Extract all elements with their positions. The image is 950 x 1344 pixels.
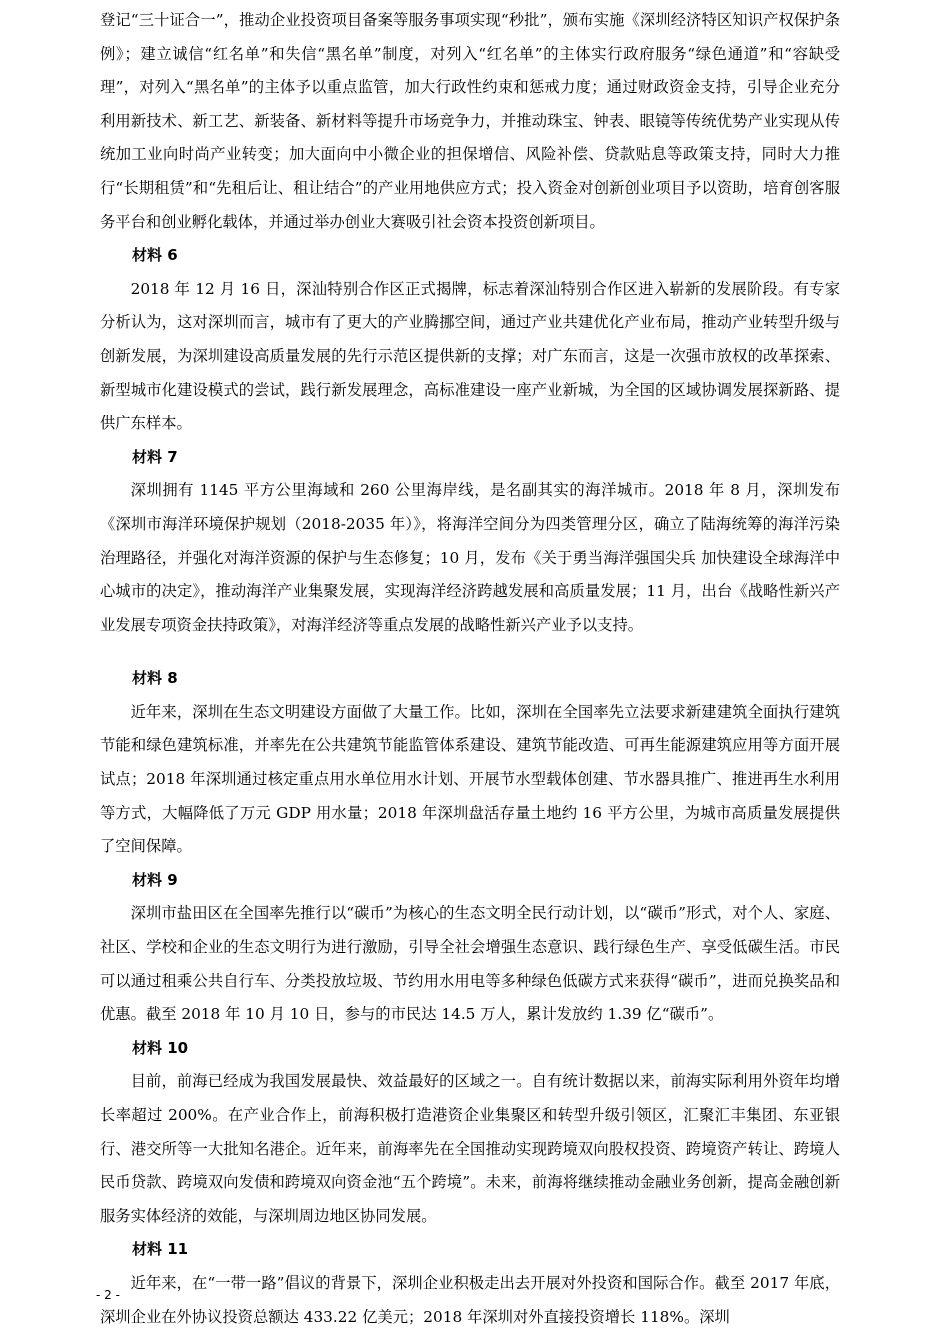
section-heading: 材料 6 bbox=[132, 246, 178, 265]
section-heading: 材料 10 bbox=[132, 1038, 189, 1057]
section-heading: 材料 8 bbox=[132, 669, 178, 688]
body-paragraph: 2018 年 12 月 16 日，深汕特别合作区正式揭牌，标志着深汕特别合作区进入崭新的发展阶段。有专家分析认为，这对深圳而言，城市有了更大的产业腾挪空间，通过产业共建优化产业布局，推动产业转型升级与创新发展，为深圳建设高质量发展的先行示范区提供新的支撑；对广东而言，这是一次强市放权的改革探索、新型城市化建设模式的尝试，践行新发展理念，高标准建设一座产业新城，为全国的区域协调发展探新路、提供广东样本。 bbox=[100, 279, 840, 433]
page-number: - 2 - bbox=[96, 1288, 120, 1302]
section-heading: 材料 7 bbox=[132, 447, 178, 466]
section-heading: 材料 11 bbox=[132, 1240, 189, 1259]
body-paragraph: 近年来，在“一带一路”倡议的背景下，深圳企业积极走出去开展对外投资和国际合作。截至 2017 年底，深圳企业在外协议投资总额达 433.22 亿美元；2018 年深圳对外直接投资增长 118%。深圳 bbox=[100, 1273, 840, 1326]
body-paragraph: 近年来，深圳在生态文明建设方面做了大量工作。比如，深圳在全国率先立法要求新建建筑全面执行建筑节能和绿色建筑标准，并率先在公共建筑节能监管体系建设、建筑节能改造、可再生能源建筑应用等方面开展试点；2018 年深圳通过核定重点用水单位用水计划、开展节水型载体创建、节水器具推广、推进再生水利用等方式，大幅降低了万元 GDP 用水量；2018 年深圳盘活存量土地约 16 平方公里，为城市高质量发展提供了空间保障。 bbox=[100, 702, 840, 856]
body-paragraph: 目前，前海已经成为我国发展最快、效益最好的区域之一。自有统计数据以来，前海实际利用外资年均增长率超过 200%。在产业合作上，前海积极打造港资企业集聚区和转型升级引领区，汇聚汇丰集团、东亚银行、港交所等一大批知名港企。近年来，前海率先在全国推动实现跨境双向股权投资、跨境资产转让、跨境人民币贷款、跨境双向发债和跨境双向资金池“五个跨境”。未来，前海将继续推动金融业务创新，提高金融创新服务实体经济的效能，与深圳周边地区协同发展。 bbox=[100, 1072, 840, 1225]
body-paragraph: 深圳市盐田区在全国率先推行以“碳币”为核心的生态文明全民行动计划，以“碳币”形式，对个人、家庭、社区、学校和企业的生态文明行为进行激励，引导全社会增强生态意识、践行绿色生产、享受低碳生活。市民可以通过租乘公共自行车、分类投放垃圾、节约用水用电等多种绿色低碳方式来获得“碳币”，进而兑换奖品和优惠。截至 2018 年 10 月 10 日，参与的市民达 14.5 万人，累计发放约 1.39 亿“碳币”。 bbox=[100, 904, 840, 1024]
body-paragraph: 登记“三十证合一”，推动企业投资项目备案等服务事项实现“秒批”，颁布实施《深圳经济特区知识产权保护条例》；建立诚信“红名单”和失信“黑名单”制度，对列入“红名单”的主体实行政府服务“绿色通道”和“容缺受理”，对列入“黑名单”的主体予以重点监管，加大行政性约束和惩戒力度；通过财政资金支持，引导企业充分利用新技术、新工艺、新装备、新材料等提升市场竞争力，并推动珠宝、钟表、眼镜等传统优势产业实现从传统加工业向时尚产业转变；加大面向中小微企业的担保增信、风险补偿、贷款贴息等政策支持，同时大力推行“长期租赁”和“先租后让、租让结合”的产业用地供应方式；投入资金对创新创业项目予以资助，培育创客服务平台和创业孵化载体，并通过举办创业大赛吸引社会资本投资创新项目。 bbox=[100, 11, 840, 231]
document-body bbox=[100, 4, 840, 1334]
section-spacer bbox=[100, 642, 840, 662]
body-paragraph: 深圳拥有 1145 平方公里海域和 260 公里海岸线，是名副其实的海洋城市。2018 年 8 月，深圳发布《深圳市海洋环境保护规划（2018-2035 年）》，将海洋空间分为四类管理分区，确立了陆海统筹的海洋污染治理路径，并强化对海洋资源的保护与生态修复；10 月，发布《关于勇当海洋强国尖兵 加快建设全球海洋中心城市的决定》，推动海洋产业集聚发展，实现海洋经济跨越发展和高质量发展；11 月，出台《战略性新兴产业发展专项资金扶持政策》，对海洋经济等重点发展的战略性新兴产业予以支持。 bbox=[100, 481, 840, 634]
section-heading: 材料 9 bbox=[132, 870, 178, 889]
